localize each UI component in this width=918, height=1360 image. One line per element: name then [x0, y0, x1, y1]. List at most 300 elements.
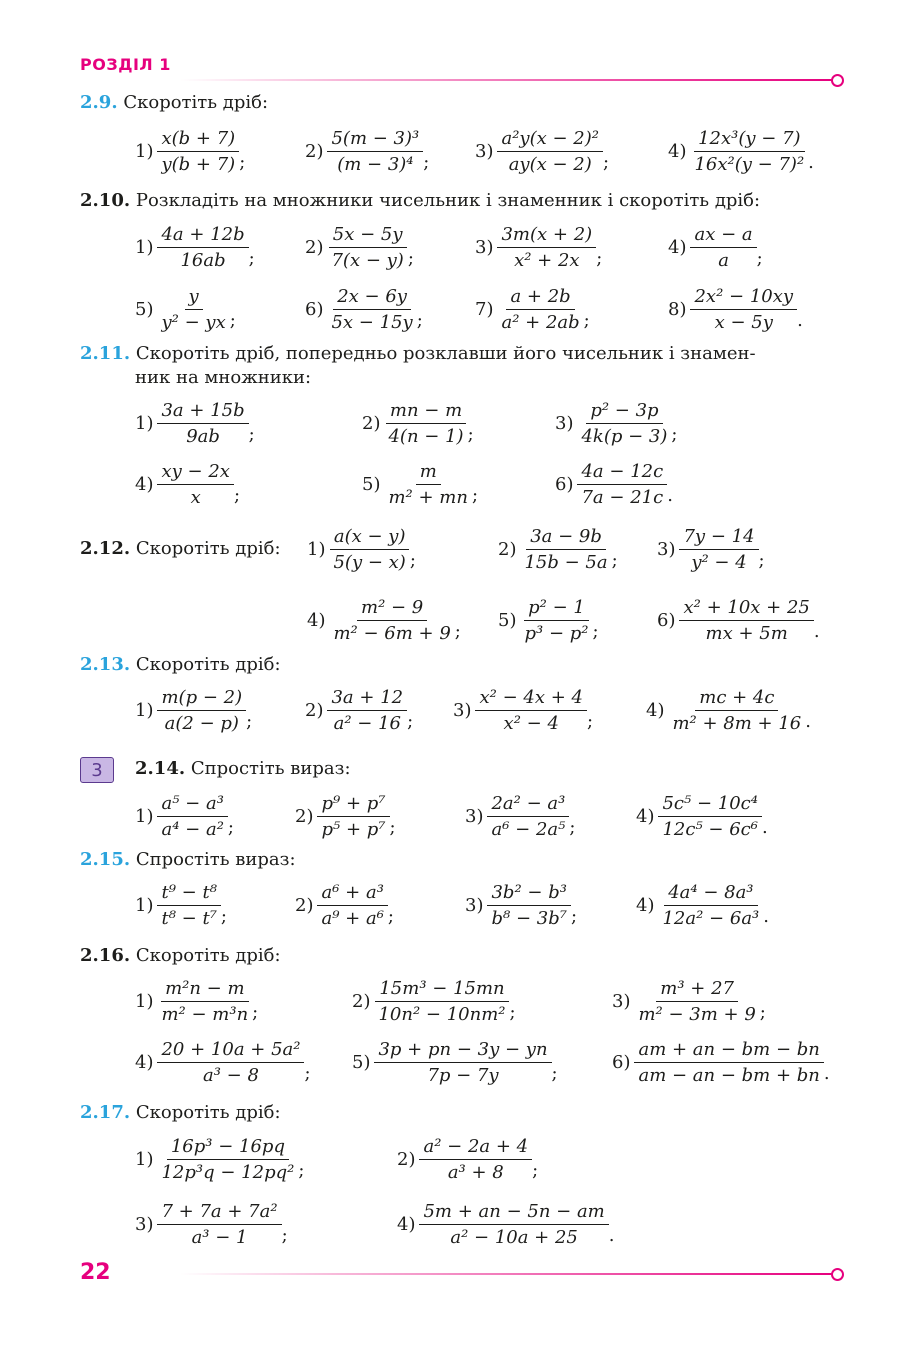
numerator: m³ + 27 — [656, 978, 738, 1002]
item-label: 2) — [352, 991, 371, 1012]
header-rule-end-icon — [831, 74, 844, 87]
fraction-item — [657, 597, 820, 644]
numerator: x(b + 7) — [157, 128, 239, 152]
exercise-heading — [80, 92, 268, 113]
denominator: t⁸ − t⁷ — [161, 908, 217, 929]
punctuation: ; — [586, 711, 594, 732]
item-label: 2) — [397, 1149, 416, 1170]
denominator: 5x − 15y — [331, 312, 413, 333]
denominator: 15b − 5a — [524, 552, 608, 573]
punctuation: ; — [387, 906, 394, 927]
exercise-number: 2.15. — [80, 849, 131, 870]
fraction — [690, 224, 756, 271]
numerator: 3m(x + 2) — [497, 224, 596, 248]
fraction — [157, 687, 246, 734]
numerator: a(x − y) — [330, 526, 410, 550]
denominator: x² − 4 — [503, 713, 559, 734]
fraction — [374, 1039, 551, 1086]
fraction — [157, 882, 220, 929]
punctuation: ; — [509, 1002, 516, 1023]
denominator: x − 5y — [714, 312, 773, 333]
fraction — [157, 461, 233, 508]
item-label: 4) — [646, 700, 665, 721]
item-label: 3) — [453, 700, 472, 721]
fraction-item — [135, 1201, 288, 1248]
numerator: 3b² − b³ — [487, 882, 570, 906]
numerator: 5c⁵ − 10c⁴ — [658, 793, 761, 817]
fraction-item — [135, 461, 240, 508]
numerator: a + 2b — [506, 286, 574, 310]
exercise-title-continuation: ник на множники: — [135, 367, 312, 388]
fraction-item — [305, 687, 413, 734]
punctuation: ; — [569, 817, 576, 838]
fraction-item — [636, 793, 768, 840]
punctuation: . — [813, 621, 820, 642]
numerator: 7 + 7a + 7a² — [157, 1201, 281, 1225]
punctuation: ; — [551, 1063, 558, 1084]
fraction — [157, 1039, 304, 1086]
fraction-item — [362, 461, 478, 508]
fraction-item — [465, 882, 577, 929]
fraction-item — [307, 526, 416, 573]
item-label: 4) — [636, 895, 655, 916]
item-label: 4) — [668, 141, 687, 162]
numerator: 3a + 12 — [327, 687, 407, 711]
numerator: xy − 2x — [157, 461, 233, 485]
fraction — [329, 526, 409, 573]
numerator: 4a − 12c — [577, 461, 667, 485]
numerator: 3a + 15b — [157, 400, 248, 424]
denominator: 12p³q − 12pq² — [161, 1162, 295, 1183]
fraction — [690, 286, 797, 333]
punctuation: . — [608, 1225, 615, 1246]
exercise-heading — [80, 190, 760, 211]
exercise-title: Скоротіть дріб: — [123, 92, 269, 113]
numerator: m(p − 2) — [157, 687, 246, 711]
denominator: 12c⁵ − 6c⁶ — [662, 819, 758, 840]
fraction-item — [668, 128, 814, 175]
fraction — [497, 224, 596, 271]
denominator: m² + 8m + 16 — [672, 713, 802, 734]
exercise-number: 2.10. — [80, 190, 131, 211]
denominator: a³ + 8 — [447, 1162, 504, 1183]
punctuation: ; — [596, 248, 603, 269]
numerator: 4a⁴ − 8a³ — [664, 882, 757, 906]
punctuation: ; — [407, 711, 414, 732]
item-label: 7) — [475, 299, 494, 320]
exercise-number: 2.16. — [80, 945, 131, 966]
fraction — [157, 128, 239, 175]
numerator: t⁹ − t⁸ — [157, 882, 220, 906]
denominator: m² − 3m + 9 — [638, 1004, 756, 1025]
denominator: (m − 3)⁴ — [337, 154, 414, 175]
item-label: 1) — [135, 806, 154, 827]
fraction-item — [295, 793, 396, 840]
fraction — [658, 882, 763, 929]
punctuation: ; — [454, 621, 461, 642]
fraction — [577, 461, 667, 508]
denominator: 4(n − 1) — [388, 426, 464, 447]
punctuation: ; — [389, 817, 396, 838]
item-label: 3) — [612, 991, 631, 1012]
numerator: 5x − 5y — [329, 224, 407, 248]
numerator: m²n − m — [161, 978, 248, 1002]
numerator: p² − 1 — [524, 597, 589, 621]
exercise-number: 2.12. — [80, 538, 131, 559]
exercise-title: Скоротіть дріб, попередньо розклавши його чисельник і знамен- — [135, 343, 756, 364]
exercise-heading — [80, 343, 756, 364]
item-label: 1) — [135, 700, 154, 721]
denominator: a³ − 8 — [203, 1065, 259, 1086]
fraction-item — [397, 1201, 614, 1248]
item-label: 2) — [498, 539, 517, 560]
numerator: 20 + 10a + 5a² — [157, 1039, 304, 1063]
numerator: 5(m − 3)³ — [327, 128, 423, 152]
item-label: 4) — [135, 1052, 154, 1073]
punctuation: ; — [603, 152, 610, 173]
fraction — [157, 1136, 298, 1183]
fraction-item — [305, 224, 414, 271]
punctuation: . — [808, 152, 814, 173]
numerator: p⁹ + p⁷ — [317, 793, 389, 817]
exercise-heading — [80, 538, 281, 559]
fraction-item — [612, 978, 766, 1025]
denominator: a² − 16 — [333, 713, 401, 734]
denominator: 4k(p − 3) — [581, 426, 668, 447]
exercise-title: Розкладіть на множники чисельник і знаменник і скоротіть дріб: — [135, 190, 761, 211]
item-label: 3) — [555, 413, 574, 434]
fraction-item — [305, 128, 429, 175]
denominator: y² − yx — [161, 312, 226, 333]
fraction — [157, 224, 248, 271]
item-label: 5) — [362, 474, 381, 495]
fraction — [690, 128, 808, 175]
item-label: 1) — [135, 141, 154, 162]
fraction — [157, 1201, 281, 1248]
exercise-title: Скоротіть дріб: — [135, 1102, 281, 1123]
fraction — [634, 978, 759, 1025]
fraction-item — [475, 286, 590, 333]
punctuation: . — [805, 711, 811, 732]
punctuation: ; — [304, 1063, 311, 1084]
punctuation: ; — [532, 1160, 539, 1181]
item-label: 5) — [352, 1052, 371, 1073]
fraction — [497, 286, 583, 333]
page-number: 22 — [80, 1260, 111, 1285]
exercise-title: Скоротіть дріб: — [135, 654, 281, 675]
exercise-number: 2.13. — [80, 654, 131, 675]
punctuation: ; — [756, 248, 763, 269]
item-label: 3) — [465, 895, 484, 916]
footer-rule — [180, 1273, 832, 1275]
fraction — [520, 597, 592, 644]
denominator: ay(x − 2) — [508, 154, 592, 175]
item-label: 2) — [362, 413, 381, 434]
fraction-item — [498, 597, 599, 644]
fraction-item — [135, 882, 227, 929]
denominator: m² − m³n — [161, 1004, 249, 1025]
item-label: 2) — [305, 237, 324, 258]
fraction — [384, 461, 471, 508]
numerator: y — [185, 286, 203, 310]
fraction-item — [352, 1039, 558, 1086]
fraction — [157, 286, 229, 333]
item-label: 5) — [498, 610, 517, 631]
denominator: 9ab — [186, 426, 220, 447]
fraction — [634, 1039, 823, 1086]
numerator: 7y − 14 — [679, 526, 758, 550]
denominator: 7a − 21c — [581, 487, 664, 508]
fraction-item — [465, 793, 575, 840]
exercise-title: Спростіть вираз: — [135, 849, 296, 870]
fraction-item — [135, 978, 258, 1025]
fraction-item — [295, 882, 394, 929]
item-label: 1) — [135, 991, 154, 1012]
exercise-heading — [80, 654, 281, 675]
denominator: x² + 2x — [514, 250, 580, 271]
exercise-number: 2.14. — [135, 758, 186, 779]
item-label: 2) — [305, 141, 324, 162]
fraction — [487, 793, 569, 840]
exercise-heading — [80, 849, 296, 870]
denominator: a⁹ + a⁶ — [321, 908, 384, 929]
fraction-item — [612, 1039, 830, 1086]
item-label: 2) — [295, 895, 314, 916]
fraction — [475, 687, 586, 734]
numerator: 12x³(y − 7) — [694, 128, 804, 152]
numerator: 5m + an − 5n − am — [419, 1201, 608, 1225]
fraction-item — [362, 400, 474, 447]
numerator: a⁶ + a³ — [317, 882, 387, 906]
fraction-item — [135, 286, 236, 333]
item-label: 6) — [612, 1052, 631, 1073]
fraction — [317, 882, 387, 929]
punctuation: ; — [759, 1002, 766, 1023]
numerator: mn − m — [386, 400, 466, 424]
denominator: 7p − 7y — [427, 1065, 499, 1086]
punctuation: ; — [227, 817, 234, 838]
item-label: 1) — [135, 1149, 154, 1170]
fraction — [327, 224, 407, 271]
punctuation: . — [763, 906, 769, 927]
fraction-item — [135, 793, 234, 840]
fraction — [157, 793, 227, 840]
punctuation: ; — [583, 310, 590, 331]
punctuation: ; — [233, 485, 241, 506]
numerator: 3a − 9b — [526, 526, 606, 550]
item-label: 1) — [135, 237, 154, 258]
denominator: a⁶ − 2a⁵ — [491, 819, 566, 840]
item-label: 4) — [668, 237, 687, 258]
punctuation: ; — [248, 424, 255, 445]
numerator: x² + 10x + 25 — [679, 597, 813, 621]
fraction — [157, 978, 252, 1025]
punctuation: . — [667, 485, 673, 506]
footer-rule-end-icon — [831, 1268, 844, 1281]
punctuation: ; — [471, 485, 479, 506]
fraction-item — [555, 400, 677, 447]
punctuation: . — [761, 817, 768, 838]
denominator: y(b + 7) — [161, 154, 236, 175]
exercise-number: 2.11. — [80, 343, 131, 364]
punctuation: ; — [220, 906, 227, 927]
item-label: 3) — [475, 237, 494, 258]
punctuation: ; — [252, 1002, 259, 1023]
fraction-item — [668, 224, 763, 271]
fraction — [487, 882, 570, 929]
numerator: 2x − 6y — [333, 286, 411, 310]
item-label: 2) — [295, 806, 314, 827]
fraction-item — [475, 224, 602, 271]
punctuation: ; — [298, 1160, 305, 1181]
fraction — [157, 400, 248, 447]
numerator: 3p + pn − 3y − yn — [374, 1039, 551, 1063]
punctuation: ; — [246, 711, 253, 732]
punctuation: . — [797, 310, 803, 331]
fraction-item — [352, 978, 516, 1025]
numerator: m² − 9 — [357, 597, 427, 621]
denominator: p⁵ + p⁷ — [321, 819, 386, 840]
punctuation: ; — [409, 550, 416, 571]
denominator: 10n² − 10nm² — [378, 1004, 506, 1025]
fraction-item — [135, 1039, 311, 1086]
item-label: 4) — [397, 1214, 416, 1235]
denominator: b⁸ − 3b⁷ — [491, 908, 567, 929]
denominator: a² + 2ab — [501, 312, 580, 333]
fraction — [679, 526, 758, 573]
fraction — [317, 793, 389, 840]
denominator: a³ − 1 — [191, 1227, 248, 1248]
item-label: 6) — [305, 299, 324, 320]
denominator: 16x²(y − 7)² — [694, 154, 805, 175]
item-label: 3) — [135, 1214, 154, 1235]
item-label: 4) — [307, 610, 326, 631]
denominator: a(2 − p) — [164, 713, 239, 734]
item-label: 5) — [135, 299, 154, 320]
section-label: РОЗДІЛ 1 — [80, 55, 171, 74]
item-label: 8) — [668, 299, 687, 320]
fraction-item — [636, 882, 769, 929]
exercise-heading — [80, 945, 281, 966]
numerator: a⁵ − a³ — [157, 793, 227, 817]
exercise-title: Спростіть вираз: — [190, 758, 351, 779]
fraction-item — [646, 687, 811, 734]
fraction-item — [135, 224, 255, 271]
fraction — [658, 793, 761, 840]
header-rule — [180, 79, 832, 81]
numerator: 4a + 12b — [157, 224, 248, 248]
fraction — [679, 597, 813, 644]
denominator: a⁴ − a² — [161, 819, 224, 840]
fraction-item — [135, 1136, 304, 1183]
fraction — [419, 1136, 532, 1183]
fraction-item — [135, 687, 252, 734]
fraction — [374, 978, 509, 1025]
fraction — [497, 128, 603, 175]
numerator: p² − 3p — [586, 400, 662, 424]
item-label: 3) — [465, 806, 484, 827]
item-label: 1) — [135, 895, 154, 916]
item-label: 3) — [657, 539, 676, 560]
fraction-item — [397, 1136, 538, 1183]
exercise-heading — [135, 758, 351, 779]
item-label: 6) — [657, 610, 676, 631]
numerator: a²y(x − 2)² — [497, 128, 603, 152]
fraction-item — [307, 597, 461, 644]
level-3-badge: 3 — [80, 757, 114, 783]
fraction-item — [668, 286, 803, 333]
fraction — [577, 400, 671, 447]
denominator: a² − 10a + 25 — [450, 1227, 578, 1248]
fraction-item — [555, 461, 673, 508]
punctuation: ; — [592, 621, 599, 642]
denominator: am − an − bm + bn — [638, 1065, 820, 1086]
denominator: 16ab — [180, 250, 226, 271]
numerator: am + an − bm − bn — [634, 1039, 823, 1063]
denominator: mx + 5m — [705, 623, 788, 644]
item-label: 4) — [135, 474, 154, 495]
punctuation: ; — [671, 424, 678, 445]
fraction-item — [475, 128, 609, 175]
punctuation: ; — [423, 152, 430, 173]
punctuation: ; — [416, 310, 423, 331]
punctuation: ; — [407, 248, 414, 269]
denominator: x — [190, 487, 201, 508]
punctuation: ; — [611, 550, 618, 571]
denominator: p³ − p² — [524, 623, 589, 644]
exercise-title: Скоротіть дріб: — [135, 945, 281, 966]
fraction-item — [135, 400, 255, 447]
exercise-number: 2.9. — [80, 92, 118, 113]
punctuation: ; — [467, 424, 474, 445]
fraction — [668, 687, 805, 734]
numerator: mc + 4c — [695, 687, 778, 711]
fraction — [520, 526, 611, 573]
exercise-title: Скоротіть дріб: — [135, 538, 281, 559]
punctuation: ; — [248, 248, 255, 269]
punctuation: ; — [570, 906, 578, 927]
fraction-item — [657, 526, 765, 573]
numerator: x² − 4x + 4 — [475, 687, 586, 711]
numerator: 15m³ − 15mn — [375, 978, 508, 1002]
fraction-item — [305, 286, 423, 333]
punctuation: ; — [758, 550, 765, 571]
denominator: m² + mn — [388, 487, 468, 508]
denominator: a — [718, 250, 729, 271]
denominator: 7(x − y) — [331, 250, 404, 271]
numerator: 16p³ − 16pq — [167, 1136, 289, 1160]
fraction — [327, 687, 407, 734]
exercise-number: 2.17. — [80, 1102, 131, 1123]
exercise-heading — [80, 1102, 281, 1123]
denominator: 12a² − 6a³ — [662, 908, 760, 929]
fraction-item — [498, 526, 618, 573]
fraction-item — [453, 687, 593, 734]
punctuation: ; — [229, 310, 236, 331]
item-label: 2) — [305, 700, 324, 721]
numerator: a² − 2a + 4 — [419, 1136, 532, 1160]
item-label: 4) — [636, 806, 655, 827]
punctuation: ; — [281, 1225, 288, 1246]
numerator: 2a² − a³ — [487, 793, 569, 817]
item-label: 3) — [475, 141, 494, 162]
fraction — [329, 597, 454, 644]
fraction — [419, 1201, 608, 1248]
fraction — [327, 286, 416, 333]
numerator: 2x² − 10xy — [690, 286, 797, 310]
numerator: ax − a — [690, 224, 756, 248]
punctuation: ; — [239, 152, 246, 173]
